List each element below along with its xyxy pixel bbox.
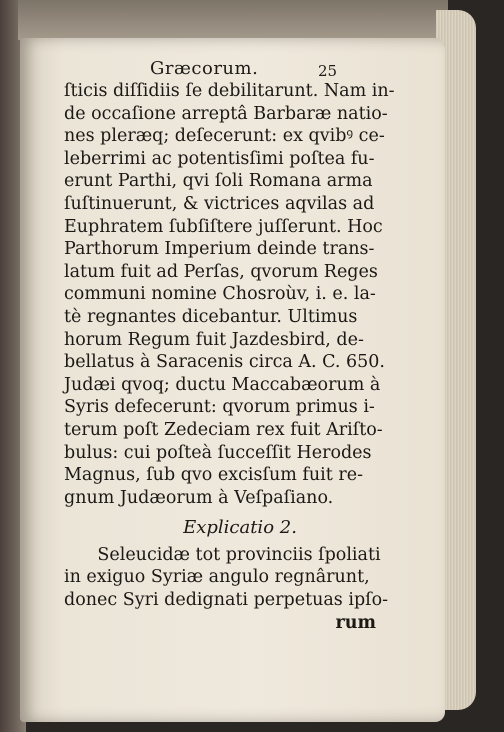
page-number: 25 — [318, 62, 338, 80]
running-head: Græcorum. — [150, 58, 259, 79]
text-line: terum poſt Zedeciam rex fuit Ariſto- — [64, 419, 383, 440]
text-line: Parthorum Imperium deinde trans- — [64, 239, 375, 260]
text-line: erunt Parthi, qvi ſoli Romana arma — [64, 171, 373, 192]
text-line: donec Syri dedignati perpetuas ipſo- — [64, 590, 389, 611]
text-line: nes pleræq; deſecerunt: ex qvibꝰ ce- — [64, 126, 385, 147]
text-line: bellatus à Saracenis circa A. C. 650. — [64, 352, 385, 373]
text-line: communi nomine Chosroùv, i. e. la- — [64, 284, 376, 305]
text-line: gnum Judæorum à Veſpaſiano. — [64, 487, 334, 508]
text-line: leberrimi ac potentisſimi poſtea fu- — [64, 148, 375, 169]
text-line: tè regnantes dicebantur. Ultimus — [64, 306, 358, 327]
text-line: Judæi qvoq; ductu Maccabæorum à — [64, 374, 381, 395]
section-heading: Explicatio 2. — [183, 517, 297, 539]
text-line: ſticis diſſidiis ſe debilitarunt. Nam in- — [64, 81, 395, 101]
text-line: Seleucidæ tot provinciis ſpoliati — [64, 544, 381, 565]
text-line: in exiguo Syriæ angulo regnârunt, — [64, 567, 370, 588]
body-text — [64, 80, 416, 634]
text-line: Magnus, ſub qvo excisſum fuit re- — [64, 465, 363, 486]
text-line: de occaſione arreptâ Barbaræ natio- — [64, 103, 388, 124]
text-line: horum Regum fuit Jazdesbird, de- — [64, 329, 364, 350]
text-line: Syris defecerunt: qvorum primus i- — [64, 397, 375, 418]
text-line: Euphratem ſubſiſtere juſſerunt. Hoc — [64, 216, 383, 237]
text-line: latum fuit ad Perſas, qvorum Reges — [64, 261, 378, 282]
text-line: ſuſtinuerunt, & victrices aqvilas ad — [64, 193, 375, 214]
text-line: bulus: cui poſteà ſucceſſit Herodes — [64, 442, 372, 463]
book-top-edge — [18, 0, 448, 40]
catchword: rum — [335, 612, 376, 633]
